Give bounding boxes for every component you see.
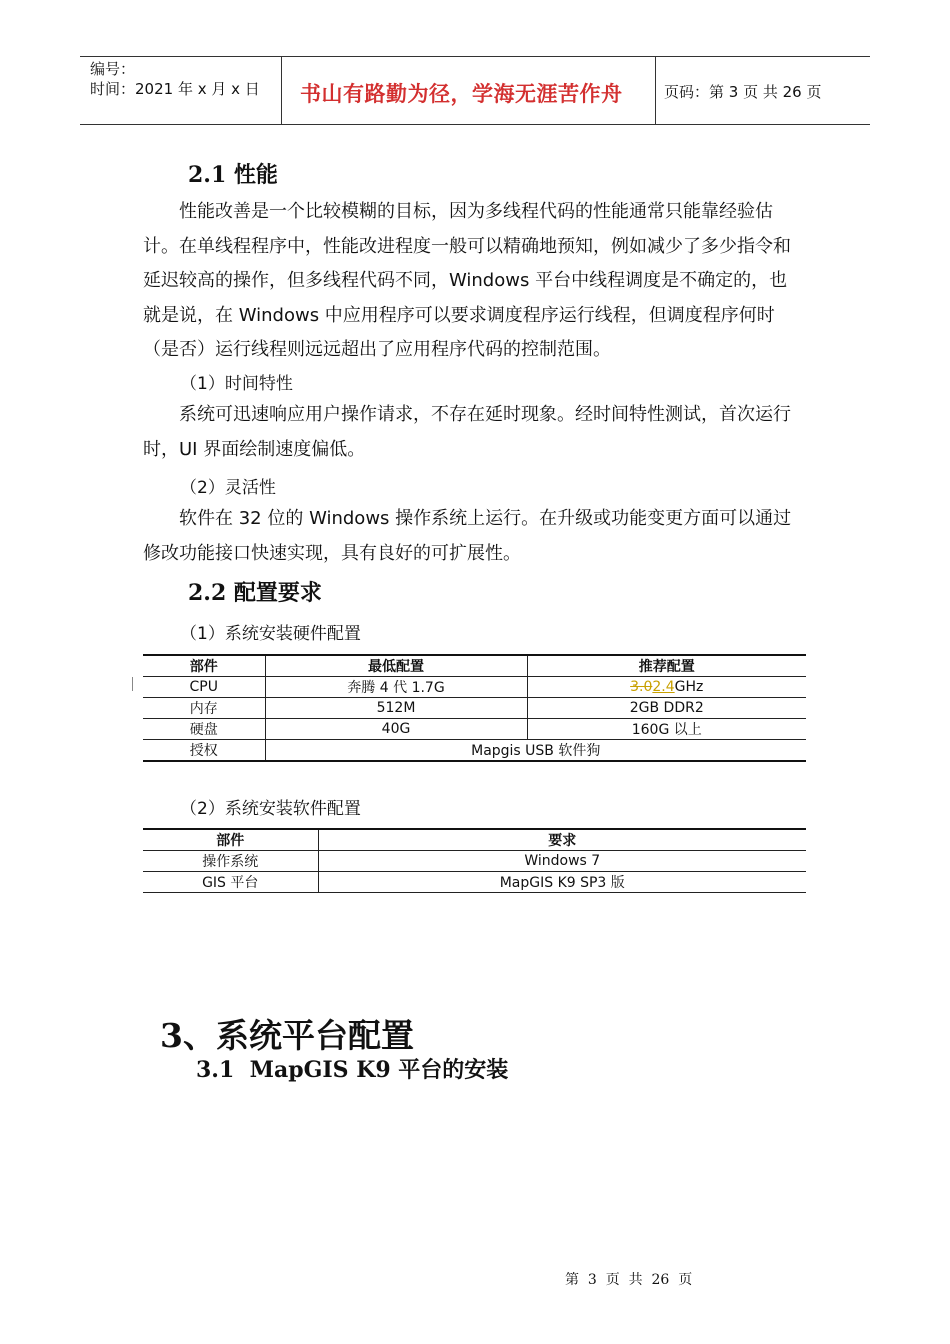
hardware-config-title: （1）系统安装硬件配置: [180, 624, 361, 644]
cell-part: GIS 平台: [143, 872, 318, 893]
section-2-1-paragraph-3: [143, 502, 803, 571]
table-row: [143, 719, 806, 740]
tracked-deletion: 3.0: [630, 679, 653, 695]
col-header-requirement: 要求: [318, 829, 806, 851]
cell-recommended: 160G 以上: [527, 719, 806, 740]
table-row: [143, 872, 806, 893]
header-divider-right: [655, 56, 656, 125]
section-2-1-paragraph-2: [143, 398, 803, 467]
cell-part: 内存: [143, 698, 265, 719]
cell-part: CPU: [143, 677, 265, 698]
table-row: [143, 677, 806, 698]
col-header-min: 最低配置: [265, 655, 527, 677]
software-config-table: [143, 828, 806, 893]
time-characteristic-subheading: （1）时间特性: [180, 374, 293, 394]
flexibility-subheading: （2）灵活性: [180, 478, 276, 498]
table-header-row: [143, 655, 806, 677]
header-number-label: 编号：: [90, 60, 136, 78]
cell-merged-license: Mapgis USB 软件狗: [265, 740, 806, 762]
header-motto: 书山有路勤为径，学海无涯苦作舟: [300, 82, 623, 106]
col-header-recommended: 推荐配置: [527, 655, 806, 677]
cell-part: 授权: [143, 740, 265, 762]
cell-recommended: [527, 677, 806, 698]
cell-requirement: MapGIS K9 SP3 版: [318, 872, 806, 893]
software-config-title: （2）系统安装软件配置: [180, 799, 361, 819]
col-header-part: 部件: [143, 655, 265, 677]
cell-part: 硬盘: [143, 719, 265, 740]
cell-part: 操作系统: [143, 851, 318, 872]
table-row: [143, 851, 806, 872]
tracked-insertion: 2.4: [652, 679, 675, 695]
section-3-heading: 3、系统平台配置: [160, 1016, 414, 1055]
flexibility-paragraph: 软件在 32 位的 Windows 操作系统上运行。在升级或功能变更方面可以通过修改功能接口快速实现，具有良好的可扩展性。: [143, 508, 792, 564]
hardware-config-table: [143, 654, 806, 762]
table-row: [143, 740, 806, 762]
cell-min: 40G: [265, 719, 527, 740]
cell-requirement: Windows 7: [318, 851, 806, 872]
page-footer: 第 3 页 共 26 页: [565, 1272, 693, 1288]
cell-recommended-unit: GHz: [674, 679, 704, 695]
performance-paragraph: 性能改善是一个比较模糊的目标，因为多线程代码的性能通常只能靠经验估计。在单线程程序中，性能改进程度一般可以精确地预知，例如减少了多少指令和延迟较高的操作，但多线程代码不同，Windows 平台中线程调度是不确定的，也就是说，在 Windows 中应用程序可以要求调度程序运行线程，但调度程序何时（是否）运行线程则远远超出了应用程序代码的控制范围。: [143, 201, 791, 360]
header-bottom-rule: [80, 124, 870, 125]
section-2-2-heading: 2.2 配置要求: [188, 580, 322, 606]
header-divider-left: [281, 56, 282, 125]
table-header-row: [143, 829, 806, 851]
time-characteristic-paragraph: 系统可迅速响应用户操作请求，不存在延时现象。经时间特性测试，首次运行时，UI 界面绘制速度偏低。: [143, 404, 791, 460]
section-2-1-paragraph-1: [143, 195, 803, 368]
header-top-rule: [80, 56, 870, 57]
section-3-1-heading: 3.1 MapGIS K9 平台的安装: [196, 1057, 509, 1083]
cell-min: 奔腾 4 代 1.7G: [265, 677, 527, 698]
section-2-1-heading: 2.1 性能: [188, 162, 278, 188]
revision-mark: [132, 677, 133, 691]
col-header-part: 部件: [143, 829, 318, 851]
header-time-label: 时间：2021 年 x 月 x 日: [90, 80, 260, 98]
cell-min: 512M: [265, 698, 527, 719]
header-page-info: 页码：第 3 页 共 26 页: [664, 83, 822, 101]
table-row: [143, 698, 806, 719]
cell-recommended: 2GB DDR2: [527, 698, 806, 719]
